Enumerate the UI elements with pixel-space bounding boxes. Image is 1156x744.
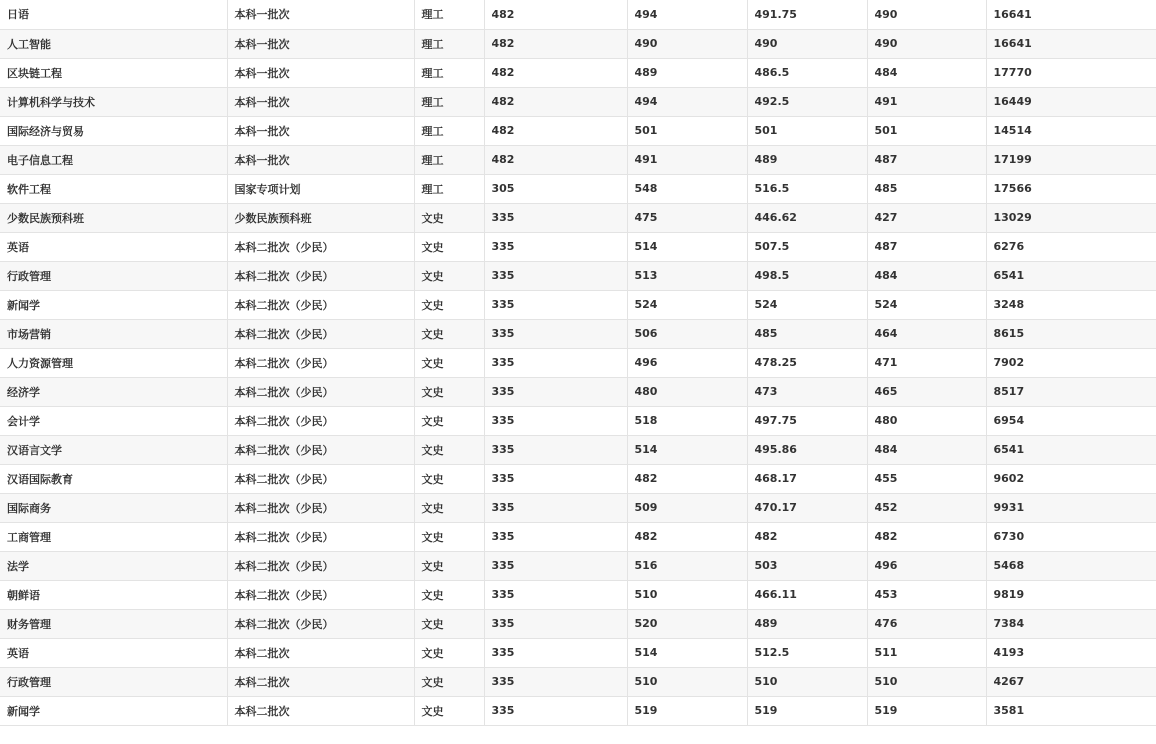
- major-cell: 计算机科学与技术: [0, 87, 227, 116]
- category-cell: 文史: [414, 522, 484, 551]
- min-score-cell: 484: [867, 58, 986, 87]
- max-score-cell: 514: [627, 232, 747, 261]
- avg-score-cell: 485: [747, 319, 867, 348]
- control-line-cell: 335: [484, 667, 627, 696]
- control-line-cell: 335: [484, 638, 627, 667]
- batch-cell: 本科二批次（少民）: [227, 406, 414, 435]
- max-score-cell: 518: [627, 406, 747, 435]
- batch-cell: 本科二批次（少民）: [227, 464, 414, 493]
- control-line-cell: 335: [484, 203, 627, 232]
- major-cell: 人工智能: [0, 29, 227, 58]
- max-score-cell: 482: [627, 522, 747, 551]
- category-cell: 文史: [414, 493, 484, 522]
- category-cell: 文史: [414, 232, 484, 261]
- max-score-cell: 513: [627, 261, 747, 290]
- avg-score-cell: 510: [747, 667, 867, 696]
- major-cell: 汉语国际教育: [0, 464, 227, 493]
- batch-cell: 本科二批次（少民）: [227, 493, 414, 522]
- table-row: [0, 435, 1156, 464]
- min-rank-cell: 9931: [986, 493, 1156, 522]
- major-cell: 新闻学: [0, 290, 227, 319]
- min-score-cell: 487: [867, 145, 986, 174]
- major-cell: 汉语言文学: [0, 435, 227, 464]
- table-row: [0, 203, 1156, 232]
- avg-score-cell: 489: [747, 609, 867, 638]
- table-row: [0, 290, 1156, 319]
- min-score-cell: 519: [867, 696, 986, 725]
- min-rank-cell: 9602: [986, 464, 1156, 493]
- major-cell: 工商管理: [0, 522, 227, 551]
- min-score-cell: 427: [867, 203, 986, 232]
- min-score-cell: 482: [867, 522, 986, 551]
- category-cell: 文史: [414, 406, 484, 435]
- category-cell: 文史: [414, 261, 484, 290]
- category-cell: 文史: [414, 464, 484, 493]
- min-rank-cell: 7384: [986, 609, 1156, 638]
- major-cell: 经济学: [0, 377, 227, 406]
- major-cell: 少数民族预科班: [0, 203, 227, 232]
- min-score-cell: 496: [867, 551, 986, 580]
- max-score-cell: 514: [627, 435, 747, 464]
- min-score-cell: 452: [867, 493, 986, 522]
- control-line-cell: 335: [484, 696, 627, 725]
- table-row: [0, 29, 1156, 58]
- batch-cell: 本科一批次: [227, 29, 414, 58]
- major-cell: 国际经济与贸易: [0, 116, 227, 145]
- min-score-cell: 471: [867, 348, 986, 377]
- min-score-cell: 480: [867, 406, 986, 435]
- table-row: [0, 522, 1156, 551]
- category-cell: 文史: [414, 551, 484, 580]
- max-score-cell: 501: [627, 116, 747, 145]
- major-cell: 国际商务: [0, 493, 227, 522]
- max-score-cell: 489: [627, 58, 747, 87]
- category-cell: 理工: [414, 0, 484, 29]
- max-score-cell: 516: [627, 551, 747, 580]
- control-line-cell: 335: [484, 522, 627, 551]
- category-cell: 理工: [414, 145, 484, 174]
- control-line-cell: 335: [484, 377, 627, 406]
- major-cell: 电子信息工程: [0, 145, 227, 174]
- major-cell: 朝鲜语: [0, 580, 227, 609]
- min-rank-cell: 16449: [986, 87, 1156, 116]
- min-rank-cell: 6730: [986, 522, 1156, 551]
- max-score-cell: 519: [627, 696, 747, 725]
- table-row: [0, 551, 1156, 580]
- avg-score-cell: 473: [747, 377, 867, 406]
- min-score-cell: 501: [867, 116, 986, 145]
- max-score-cell: 496: [627, 348, 747, 377]
- control-line-cell: 335: [484, 493, 627, 522]
- table-row: [0, 464, 1156, 493]
- category-cell: 理工: [414, 29, 484, 58]
- min-rank-cell: 6276: [986, 232, 1156, 261]
- category-cell: 文史: [414, 290, 484, 319]
- min-score-cell: 485: [867, 174, 986, 203]
- min-score-cell: 490: [867, 0, 986, 29]
- batch-cell: 本科二批次: [227, 696, 414, 725]
- major-cell: 新闻学: [0, 696, 227, 725]
- batch-cell: 本科二批次: [227, 667, 414, 696]
- max-score-cell: 491: [627, 145, 747, 174]
- min-score-cell: 476: [867, 609, 986, 638]
- min-rank-cell: 13029: [986, 203, 1156, 232]
- major-cell: 市场营销: [0, 319, 227, 348]
- min-score-cell: 453: [867, 580, 986, 609]
- min-rank-cell: 14514: [986, 116, 1156, 145]
- batch-cell: 本科二批次（少民）: [227, 522, 414, 551]
- table-row: [0, 261, 1156, 290]
- min-rank-cell: 4267: [986, 667, 1156, 696]
- max-score-cell: 482: [627, 464, 747, 493]
- table-row: [0, 609, 1156, 638]
- min-score-cell: 484: [867, 435, 986, 464]
- avg-score-cell: 516.5: [747, 174, 867, 203]
- major-cell: 会计学: [0, 406, 227, 435]
- batch-cell: 本科二批次（少民）: [227, 232, 414, 261]
- min-rank-cell: 4193: [986, 638, 1156, 667]
- avg-score-cell: 478.25: [747, 348, 867, 377]
- control-line-cell: 335: [484, 319, 627, 348]
- batch-cell: 本科一批次: [227, 0, 414, 29]
- max-score-cell: 514: [627, 638, 747, 667]
- min-rank-cell: 16641: [986, 29, 1156, 58]
- min-rank-cell: 8615: [986, 319, 1156, 348]
- min-rank-cell: 6541: [986, 435, 1156, 464]
- avg-score-cell: 495.86: [747, 435, 867, 464]
- category-cell: 文史: [414, 638, 484, 667]
- min-score-cell: 511: [867, 638, 986, 667]
- min-rank-cell: 6954: [986, 406, 1156, 435]
- control-line-cell: 305: [484, 174, 627, 203]
- major-cell: 区块链工程: [0, 58, 227, 87]
- min-rank-cell: 8517: [986, 377, 1156, 406]
- batch-cell: 少数民族预科班: [227, 203, 414, 232]
- category-cell: 文史: [414, 696, 484, 725]
- avg-score-cell: 466.11: [747, 580, 867, 609]
- control-line-cell: 335: [484, 551, 627, 580]
- min-rank-cell: 17199: [986, 145, 1156, 174]
- min-score-cell: 524: [867, 290, 986, 319]
- table-row: [0, 667, 1156, 696]
- avg-score-cell: 507.5: [747, 232, 867, 261]
- category-cell: 文史: [414, 580, 484, 609]
- major-cell: 行政管理: [0, 667, 227, 696]
- avg-score-cell: 470.17: [747, 493, 867, 522]
- control-line-cell: 482: [484, 116, 627, 145]
- min-score-cell: 491: [867, 87, 986, 116]
- max-score-cell: 494: [627, 0, 747, 29]
- major-cell: 软件工程: [0, 174, 227, 203]
- avg-score-cell: 489: [747, 145, 867, 174]
- min-rank-cell: 9819: [986, 580, 1156, 609]
- batch-cell: 本科二批次（少民）: [227, 551, 414, 580]
- batch-cell: 本科二批次: [227, 638, 414, 667]
- major-cell: 法学: [0, 551, 227, 580]
- avg-score-cell: 498.5: [747, 261, 867, 290]
- major-cell: 人力资源管理: [0, 348, 227, 377]
- max-score-cell: 510: [627, 667, 747, 696]
- min-rank-cell: 6541: [986, 261, 1156, 290]
- batch-cell: 本科二批次（少民）: [227, 609, 414, 638]
- table-row: [0, 232, 1156, 261]
- batch-cell: 本科二批次（少民）: [227, 377, 414, 406]
- batch-cell: 国家专项计划: [227, 174, 414, 203]
- avg-score-cell: 486.5: [747, 58, 867, 87]
- max-score-cell: 509: [627, 493, 747, 522]
- avg-score-cell: 503: [747, 551, 867, 580]
- min-rank-cell: 3248: [986, 290, 1156, 319]
- table-row: [0, 638, 1156, 667]
- table-row: [0, 580, 1156, 609]
- major-cell: 英语: [0, 232, 227, 261]
- min-score-cell: 484: [867, 261, 986, 290]
- table-row: [0, 145, 1156, 174]
- major-cell: 英语: [0, 638, 227, 667]
- control-line-cell: 482: [484, 145, 627, 174]
- max-score-cell: 524: [627, 290, 747, 319]
- control-line-cell: 482: [484, 87, 627, 116]
- table-row: [0, 174, 1156, 203]
- min-rank-cell: 17770: [986, 58, 1156, 87]
- batch-cell: 本科二批次（少民）: [227, 348, 414, 377]
- batch-cell: 本科二批次（少民）: [227, 435, 414, 464]
- batch-cell: 本科一批次: [227, 58, 414, 87]
- avg-score-cell: 490: [747, 29, 867, 58]
- min-score-cell: 455: [867, 464, 986, 493]
- batch-cell: 本科二批次（少民）: [227, 290, 414, 319]
- category-cell: 文史: [414, 667, 484, 696]
- avg-score-cell: 468.17: [747, 464, 867, 493]
- min-score-cell: 510: [867, 667, 986, 696]
- batch-cell: 本科一批次: [227, 87, 414, 116]
- control-line-cell: 482: [484, 29, 627, 58]
- category-cell: 文史: [414, 203, 484, 232]
- table-row: [0, 377, 1156, 406]
- major-cell: 财务管理: [0, 609, 227, 638]
- control-line-cell: 482: [484, 0, 627, 29]
- control-line-cell: 335: [484, 464, 627, 493]
- avg-score-cell: 497.75: [747, 406, 867, 435]
- min-score-cell: 487: [867, 232, 986, 261]
- min-rank-cell: 3581: [986, 696, 1156, 725]
- max-score-cell: 520: [627, 609, 747, 638]
- table-row: [0, 116, 1156, 145]
- category-cell: 文史: [414, 348, 484, 377]
- control-line-cell: 335: [484, 609, 627, 638]
- category-cell: 文史: [414, 435, 484, 464]
- category-cell: 理工: [414, 87, 484, 116]
- major-cell: 日语: [0, 0, 227, 29]
- max-score-cell: 490: [627, 29, 747, 58]
- max-score-cell: 506: [627, 319, 747, 348]
- category-cell: 文史: [414, 319, 484, 348]
- category-cell: 理工: [414, 116, 484, 145]
- avg-score-cell: 482: [747, 522, 867, 551]
- avg-score-cell: 501: [747, 116, 867, 145]
- table-row: [0, 348, 1156, 377]
- category-cell: 理工: [414, 174, 484, 203]
- category-cell: 文史: [414, 377, 484, 406]
- table-row: [0, 493, 1156, 522]
- min-score-cell: 490: [867, 29, 986, 58]
- table-row: [0, 319, 1156, 348]
- avg-score-cell: 519: [747, 696, 867, 725]
- batch-cell: 本科一批次: [227, 145, 414, 174]
- control-line-cell: 335: [484, 435, 627, 464]
- max-score-cell: 494: [627, 87, 747, 116]
- control-line-cell: 335: [484, 580, 627, 609]
- avg-score-cell: 446.62: [747, 203, 867, 232]
- max-score-cell: 475: [627, 203, 747, 232]
- min-rank-cell: 16641: [986, 0, 1156, 29]
- min-score-cell: 465: [867, 377, 986, 406]
- category-cell: 文史: [414, 609, 484, 638]
- control-line-cell: 335: [484, 406, 627, 435]
- control-line-cell: 335: [484, 232, 627, 261]
- table-row: [0, 406, 1156, 435]
- table-row: [0, 0, 1156, 29]
- avg-score-cell: 491.75: [747, 0, 867, 29]
- max-score-cell: 510: [627, 580, 747, 609]
- control-line-cell: 482: [484, 58, 627, 87]
- table-row: [0, 87, 1156, 116]
- avg-score-cell: 524: [747, 290, 867, 319]
- control-line-cell: 335: [484, 348, 627, 377]
- avg-score-cell: 512.5: [747, 638, 867, 667]
- max-score-cell: 548: [627, 174, 747, 203]
- avg-score-cell: 492.5: [747, 87, 867, 116]
- batch-cell: 本科二批次（少民）: [227, 319, 414, 348]
- category-cell: 理工: [414, 58, 484, 87]
- table-row: [0, 58, 1156, 87]
- control-line-cell: 335: [484, 261, 627, 290]
- batch-cell: 本科二批次（少民）: [227, 580, 414, 609]
- major-cell: 行政管理: [0, 261, 227, 290]
- table-row: [0, 696, 1156, 725]
- min-score-cell: 464: [867, 319, 986, 348]
- min-rank-cell: 17566: [986, 174, 1156, 203]
- max-score-cell: 480: [627, 377, 747, 406]
- min-rank-cell: 5468: [986, 551, 1156, 580]
- min-rank-cell: 7902: [986, 348, 1156, 377]
- batch-cell: 本科二批次（少民）: [227, 261, 414, 290]
- batch-cell: 本科一批次: [227, 116, 414, 145]
- control-line-cell: 335: [484, 290, 627, 319]
